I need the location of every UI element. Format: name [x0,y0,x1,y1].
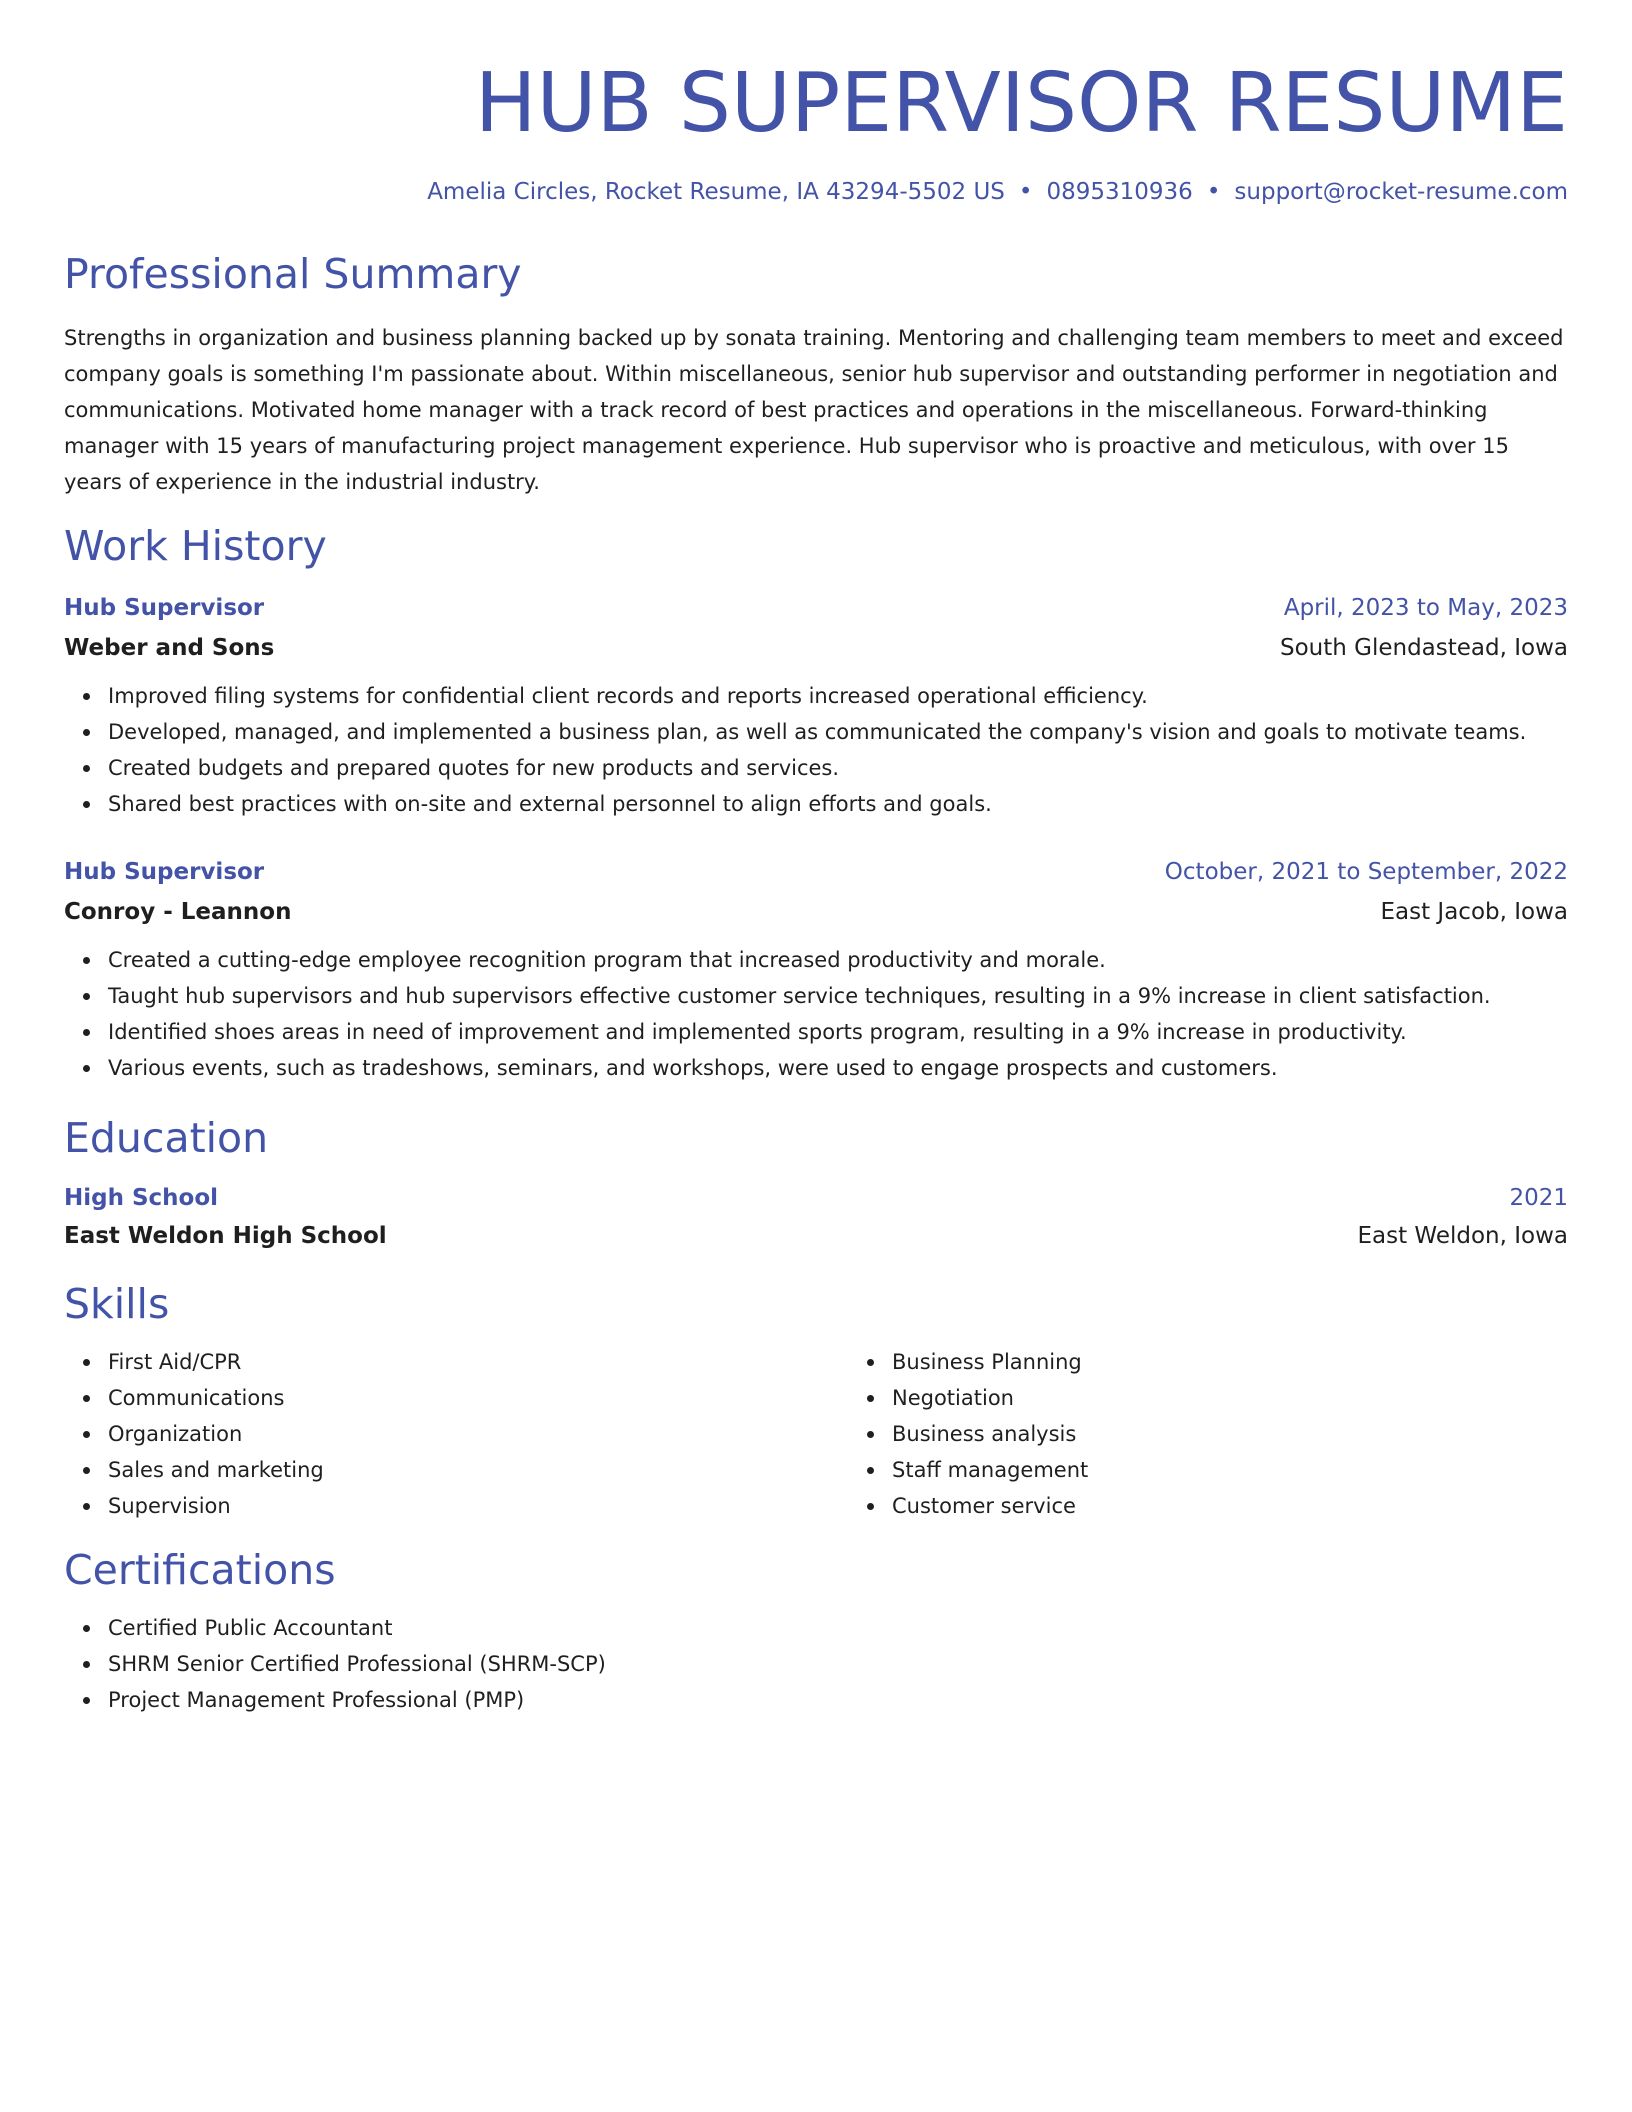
skill-item: First Aid/CPR [108,1344,848,1380]
certifications-heading: Certifications [64,1546,336,1594]
education-year: 2021 [1509,1185,1568,1211]
job-location: East Jacob, Iowa [1380,899,1568,925]
job-bullet: Developed, managed, and implemented a business plan, as well as communicated the company's vision and goals to motivate teams. [108,714,1568,750]
skill-item: Business analysis [892,1416,1492,1452]
education-school: East Weldon High School [64,1223,387,1249]
job-title: Hub Supervisor [64,859,265,885]
job-entry [64,856,1568,1086]
job-dates: April, 2023 to May, 2023 [1283,595,1568,621]
skills-heading: Skills [64,1280,170,1328]
skill-item: Customer service [892,1488,1492,1524]
contact-separator: • [1206,179,1221,205]
job-bullet: Various events, such as tradeshows, seminars, and workshops, were used to engage prospects and customers. [108,1050,1568,1086]
job-employer: Weber and Sons [64,635,275,661]
skill-item: Negotiation [892,1380,1492,1416]
job-title-row [64,592,1568,624]
employer-row [64,632,1568,664]
skill-item: Supervision [108,1488,848,1524]
job-bullets [64,678,1568,822]
contact-separator: • [1018,179,1033,205]
contact-phone: 0895310936 [1046,179,1193,205]
job-bullets [64,942,1568,1086]
contact-address: Amelia Circles, Rocket Resume, IA 43294-5502 US [427,179,1005,205]
job-bullet: Identified shoes areas in need of improvement and implemented sports program, resulting in a 9% increase in productivity. [108,1014,1568,1050]
summary-heading: Professional Summary [64,250,522,298]
certification-item: Certified Public Accountant [108,1610,1568,1646]
job-bullet: Created budgets and prepared quotes for new products and services. [108,750,1568,786]
job-bullet: Taught hub supervisors and hub supervisors effective customer service techniques, resulting in a 9% increase in client satisfaction. [108,978,1568,1014]
contact-email: support@rocket-resume.com [1234,179,1568,205]
skill-item: Communications [108,1380,848,1416]
certification-item: Project Management Professional (PMP) [108,1682,1568,1718]
education-heading: Education [64,1114,269,1162]
certification-item: SHRM Senior Certified Professional (SHRM-SCP) [108,1646,1568,1682]
skill-item: Sales and marketing [108,1452,848,1488]
employer-row [64,896,1568,928]
job-title-row [64,856,1568,888]
education-school-row [64,1220,1568,1252]
certifications-list [64,1610,1568,1718]
summary-text: Strengths in organization and business planning backed up by sonata training. Mentoring and challenging team members to meet and exceed company goals is something I'm passionate about. Within miscellaneous, senior hub supervisor and outstanding performer in negotiation and communications. Motivated home manager with a track record of best practices and operations in the miscellaneous. Forward-thinking manager with 15 years of manufacturing project management experience. Hub supervisor who is proactive and meticulous, with over 15 years of experience in the industrial industry. [64,326,1564,494]
job-bullet: Improved filing systems for confidential client records and reports increased operational efficiency. [108,678,1568,714]
skills-list-left [64,1344,848,1524]
job-employer: Conroy - Leannon [64,899,292,925]
job-dates: October, 2021 to September, 2022 [1164,859,1568,885]
resume-title: HUB SUPERVISOR RESUME [474,56,1568,151]
contact-line [64,176,1568,208]
education-location: East Weldon, Iowa [1357,1223,1568,1249]
skills-list-right [848,1344,1492,1524]
education-entry [64,1182,1568,1252]
job-title: Hub Supervisor [64,595,265,621]
job-entry [64,592,1568,822]
work-history-heading: Work History [64,522,327,570]
education-degree-row [64,1182,1568,1214]
job-bullet: Shared best practices with on-site and external personnel to align efforts and goals. [108,786,1568,822]
skill-item: Organization [108,1416,848,1452]
job-location: South Glendastead, Iowa [1279,635,1568,661]
skills-columns [64,1344,1568,1524]
skill-item: Business Planning [892,1344,1492,1380]
education-degree: High School [64,1185,219,1211]
skill-item: Staff management [892,1452,1492,1488]
job-bullet: Created a cutting-edge employee recognition program that increased productivity and morale. [108,942,1568,978]
